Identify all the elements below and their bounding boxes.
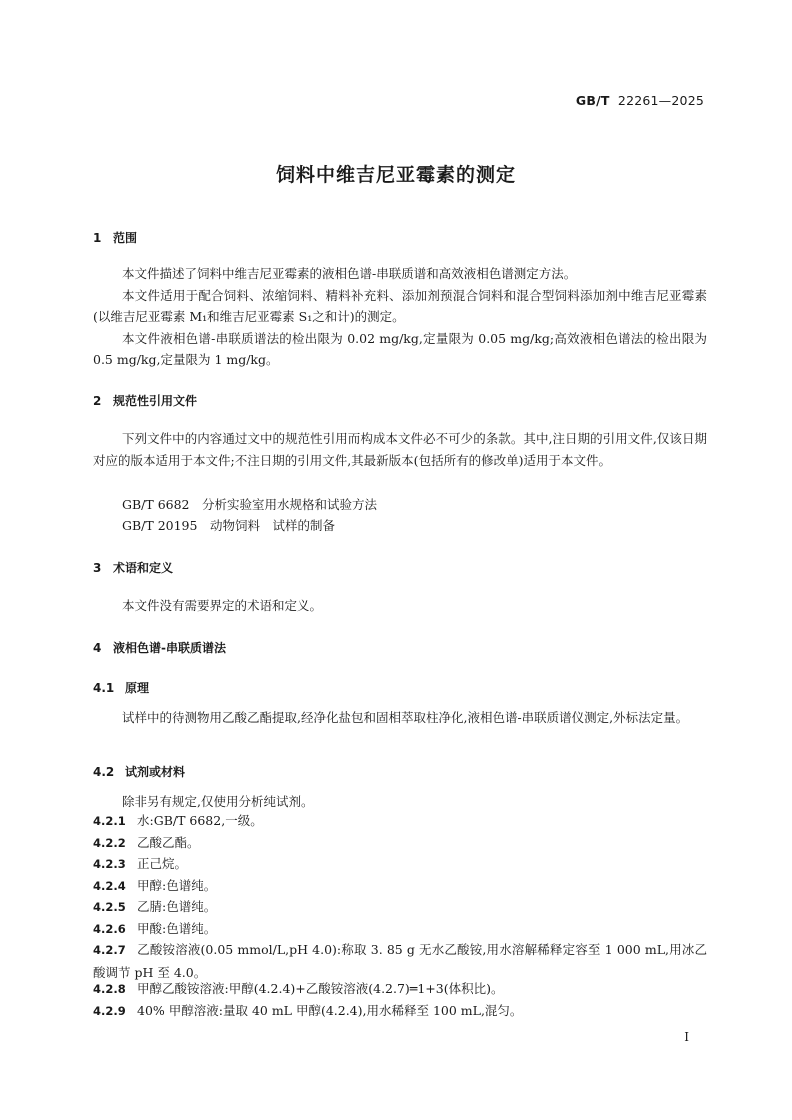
reagent-item: 4.2.9 40% 甲醇溶液:量取 40 mL 甲醇(4.2.4),用水稀释至 100 mL,混匀。: [93, 1002, 523, 1018]
reference-gbt-6682: GB/T 6682 分析实验室用水规格和试验方法: [122, 497, 378, 512]
reagent-item: 4.2.6 甲酸:色谱纯。: [93, 920, 217, 936]
reagent-item: 4.2.7 乙酸铵溶液(0.05 mmol/L,pH 4.0):称取 3. 85 g 无水乙酸铵,用水溶解稀释定容至 1 000 mL,用冰乙酸调节 pH 至 4.0。: [93, 942, 707, 980]
standard-code: GB/T 22261—2025: [575, 93, 704, 108]
section-1-para-2: 本文件适用于配合饲料、浓缩饲料、精料补充料、添加剂预混合饲料和混合型饲料添加剂中维吉尼亚霉素(以维吉尼亚霉素 M₁和维吉尼亚霉素 S₁之和计)的测定。: [93, 287, 707, 324]
section-4-heading: 4 液相色谱-串联质谱法: [93, 641, 226, 655]
section-3-para-1: 本文件没有需要界定的术语和定义。: [122, 598, 323, 613]
section-3-heading: 3 术语和定义: [93, 561, 174, 575]
section-2-heading: 2 规范性引用文件: [93, 394, 198, 408]
page-number: I: [684, 1030, 689, 1044]
section-4-2-para-1: 除非另有规定,仅使用分析纯试剂。: [122, 794, 314, 809]
document-title: 饲料中维吉尼亚霉素的测定: [275, 164, 516, 186]
reagent-item: 4.2.5 乙腈:色谱纯。: [93, 899, 217, 914]
section-4-1-heading: 4.1 原理: [93, 681, 150, 695]
section-4-1-para-1: 试样中的待测物用乙酸乙酯提取,经净化盐包和固相萃取柱净化,液相色谱-串联质谱仪测定,外标法定量。: [122, 710, 689, 725]
section-2-para-1: 下列文件中的内容通过文中的规范性引用而构成本文件必不可少的条款。其中,注日期的引用文件,仅该日期对应的版本适用于本文件;不注日期的引用文件,其最新版本(包括所有的修改单)适用于本文件。: [93, 431, 707, 468]
section-1-heading: 1 范围: [93, 231, 138, 245]
reagent-item: 4.2.1 水:GB/T 6682,一级。: [93, 813, 263, 828]
reference-gbt-20195: GB/T 20195 动物饲料 试样的制备: [122, 518, 335, 533]
reagent-item: 4.2.2 乙酸乙酯。: [93, 834, 200, 850]
reagent-item: 4.2.8 甲醇乙酸铵溶液:甲醇(4.2.4)+乙酸铵溶液(4.2.7)═1+3(体积比)。: [93, 981, 504, 996]
section-1-para-1: 本文件描述了饲料中维吉尼亚霉素的液相色谱-串联质谱和高效液相色谱测定方法。: [122, 266, 577, 281]
reagent-item: 4.2.3 正己烷。: [93, 856, 188, 871]
reagent-item: 4.2.4 甲醇:色谱纯。: [93, 877, 217, 893]
section-4-2-heading: 4.2 试剂或材料: [93, 765, 186, 779]
section-1-para-3: 本文件液相色谱-串联质谱法的检出限为 0.02 mg/kg,定量限为 0.05 mg/kg;高效液相色谱法的检出限为 0.5 mg/kg,定量限为 1 mg/kg。: [93, 330, 707, 367]
